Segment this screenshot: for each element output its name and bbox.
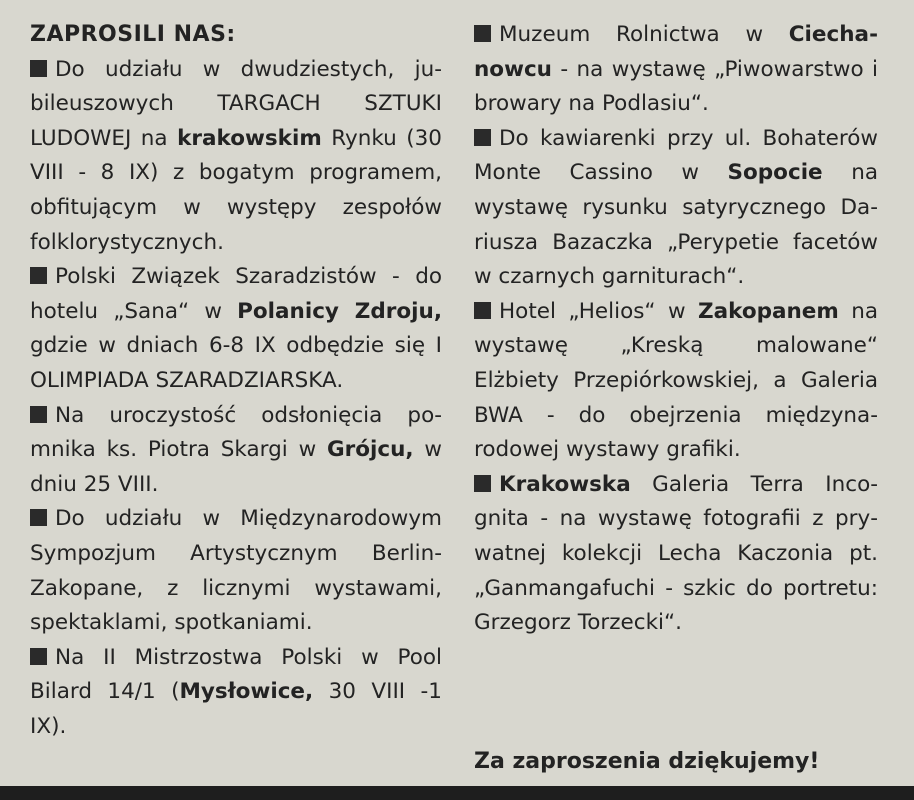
- square-bullet-icon: [474, 129, 491, 146]
- item-text: Na II Mistrzostwa Polski w Pool Bilard 14/1 (: [30, 644, 442, 705]
- square-bullet-icon: [474, 25, 491, 42]
- list-item: [30, 641, 442, 745]
- item-bold-text: Ciechanowcu: [474, 22, 878, 82]
- list-item: [474, 122, 878, 295]
- item-text: w dniu 25 VIII.: [30, 437, 442, 497]
- square-bullet-icon: [30, 406, 47, 423]
- list-item: [474, 468, 878, 641]
- closing-thanks: Za zaproszenia dziękujemy!: [474, 749, 820, 774]
- item-text: Na uroczystość odsłonięcia pomnika ks. Piotra Skargi w: [30, 402, 442, 463]
- item-text: Rynku (30 VIII - 8 IX) z bogatym programem, obfitującym w występy zespołów folklorystycznych.: [30, 125, 442, 255]
- list-item: [30, 502, 442, 640]
- item-text: Hotel „Helios“ w: [499, 298, 698, 324]
- list-item: [474, 18, 878, 122]
- item-bold-text: Zakopanem: [698, 298, 839, 324]
- list-item: [30, 53, 442, 261]
- item-bold-text: Mysłowice,: [179, 679, 314, 705]
- item-text: Do kawiarenki przy ul. Bohaterów Monte Cassino w: [474, 125, 878, 186]
- square-bullet-icon: [30, 267, 47, 284]
- left-column: [30, 18, 442, 744]
- item-bold-text: Sopocie: [727, 160, 823, 186]
- item-text: Polski Związek Szaradzistów - do hotelu „Sana“ w: [30, 264, 442, 324]
- item-text: na wystawę „Kreską malowane“ Elżbiety Przepiórkowskiej, a Galeria BWA - do obejrzenia międzynarodowej wystawy grafiki.: [474, 298, 878, 463]
- item-text: Do udziału w dwudziestych, jubileuszowych TARGACH SZTUKI LUDOWEJ na: [30, 56, 442, 151]
- item-text: na wystawę rysunku satyrycznego Dariusza Bazaczka „Perypetie facetów w czarnych garniturach“.: [474, 160, 878, 290]
- square-bullet-icon: [474, 475, 491, 492]
- item-text: Muzeum Rolnictwa w: [499, 22, 789, 47]
- item-bold-text: Grójcu,: [326, 437, 414, 463]
- item-text: gdzie w dniach 6-8 IX odbędzie się I OLIMPIADA SZARADZIARSKA.: [30, 333, 442, 393]
- item-bold-text: krakowskim: [177, 125, 322, 151]
- list-item: [474, 295, 878, 468]
- square-bullet-icon: [30, 648, 47, 665]
- item-text: 30 VIII -1 IX).: [30, 679, 442, 739]
- item-text: - na wystawę „Piwowarstwo i browary na Podlasiu“.: [474, 56, 878, 117]
- square-bullet-icon: [30, 509, 47, 526]
- square-bullet-icon: [30, 60, 47, 77]
- right-column: [474, 18, 878, 641]
- square-bullet-icon: [474, 302, 491, 319]
- bottom-border: [0, 786, 914, 800]
- item-text: Galeria Terra Incognita - na wystawę fotografii z prywatnej kolekcji Lecha Kaczonia pt. „Ganmangafuchi - szkic do portretu: Grzegorz Torzecki“.: [474, 471, 878, 636]
- item-bold-text: Polanicy Zdroju,: [237, 298, 442, 324]
- item-text: Do udziału w Międzynarodowym Sympozjum Artystycznym Berlin-Zakopane, z licznymi wystawami, spektaklami, spotkaniami.: [30, 506, 442, 636]
- list-item: [30, 260, 442, 398]
- list-item: [30, 399, 442, 503]
- section-heading: ZAPROSILI NAS:: [30, 22, 236, 47]
- item-bold-text: Krakowska: [499, 471, 631, 497]
